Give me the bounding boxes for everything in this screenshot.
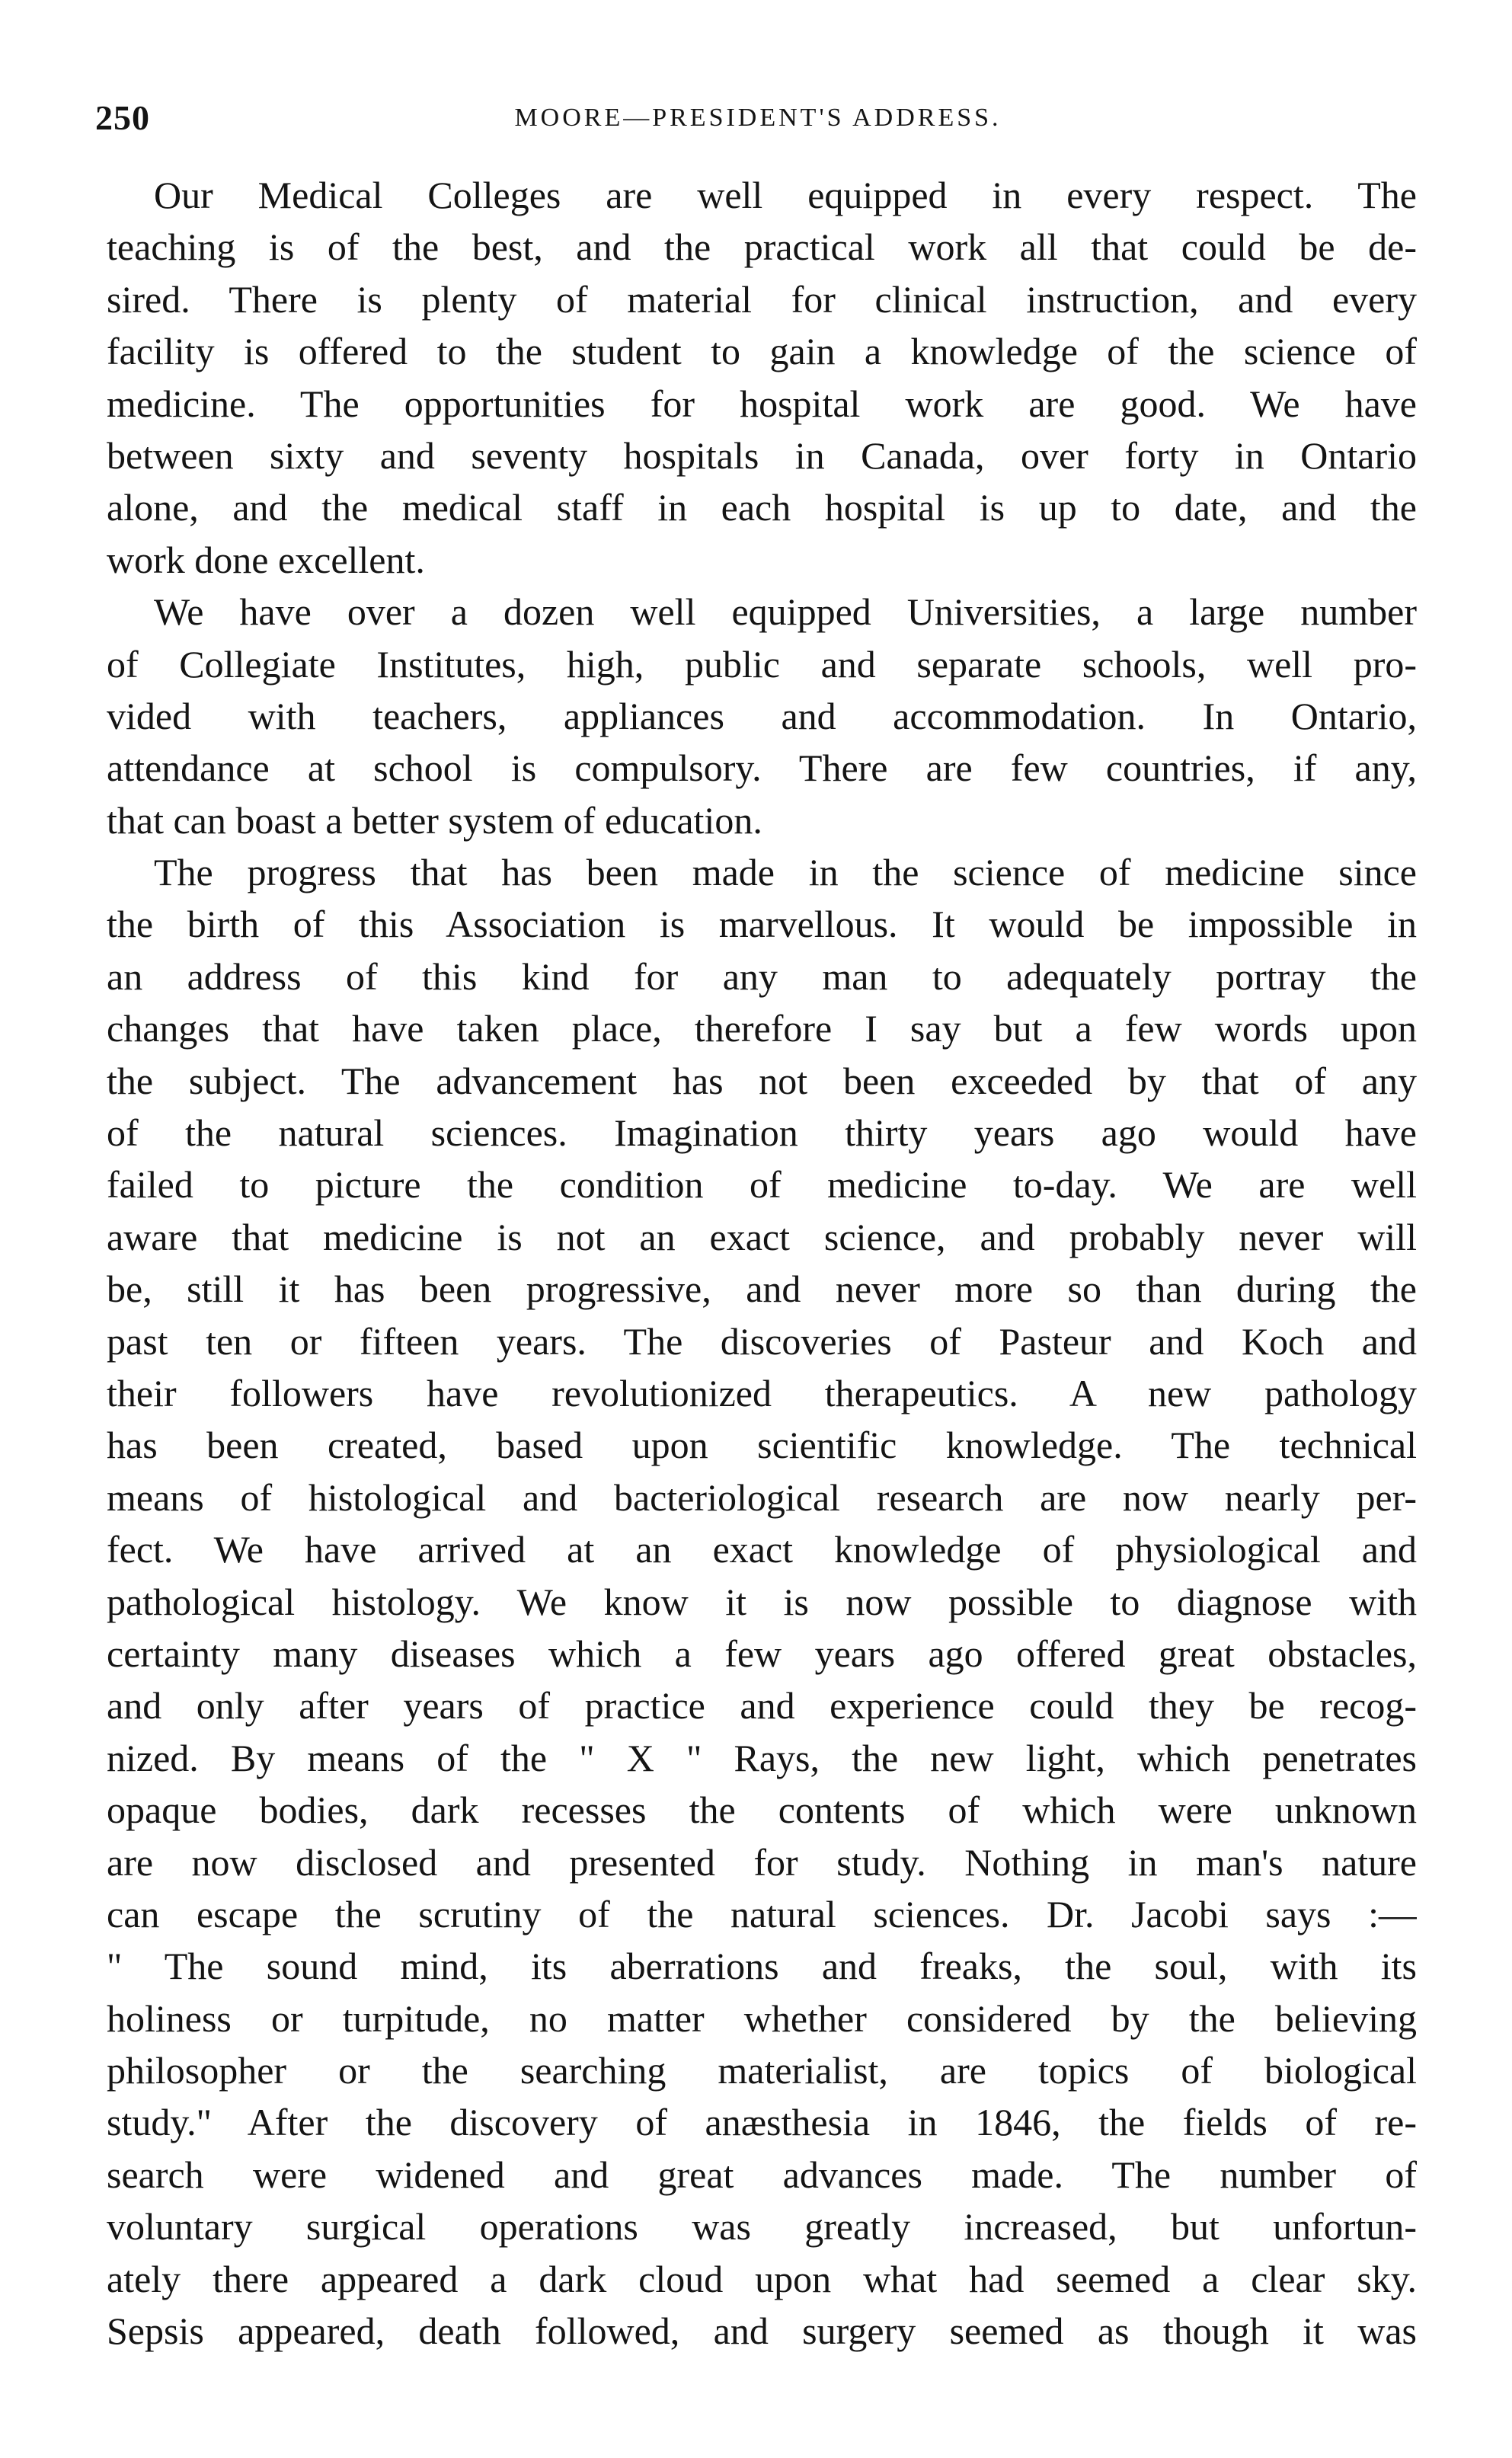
- text-line: work done excellent.: [107, 538, 425, 581]
- text-line: has been created, based upon scientific knowledge. The technical: [107, 1424, 1417, 1467]
- text-line: of the natural sciences. Imagination thirty years ago would have: [107, 1111, 1417, 1155]
- text-line: holiness or turpitude, no matter whether considered by the believing: [107, 1996, 1417, 2040]
- text-line: ately there appeared a dark cloud upon what had seemed a clear sky.: [107, 2257, 1417, 2300]
- text-line: certainty many diseases which a few years ago offered great obstacles,: [107, 1632, 1417, 1675]
- text-line: Sepsis appeared, death followed, and surgery seemed as though it was: [107, 2309, 1417, 2353]
- running-title: MOORE—PRESIDENT'S ADDRESS.: [514, 104, 1002, 132]
- text-line: between sixty and seventy hospitals in Canada, over forty in Ontario: [107, 433, 1417, 477]
- text-line: that can boast a better system of education.: [107, 798, 762, 842]
- text-line: sired. There is plenty of material for clinical instruction, and every: [107, 277, 1417, 321]
- text-line: opaque bodies, dark recesses the contents of which were unknown: [107, 1788, 1417, 1832]
- text-line: the birth of this Association is marvellous. It would be impossible in: [107, 903, 1417, 946]
- body-text: [107, 169, 1417, 2357]
- text-line: changes that have taken place, therefore I say but a few words upon: [107, 1007, 1417, 1050]
- text-line: alone, and the medical staff in each hospital is up to date, and the: [107, 486, 1417, 529]
- text-line: past ten or fifteen years. The discoveries of Pasteur and Koch and: [107, 1319, 1417, 1363]
- running-head: [95, 91, 1421, 145]
- text-line: aware that medicine is not an exact science, and probably never will: [107, 1215, 1417, 1258]
- text-line: The progress that has been made in the science of medicine since: [154, 851, 1417, 894]
- text-line: pathological histology. We know it is now possible to diagnose with: [107, 1580, 1417, 1623]
- text-line: and only after years of practice and experience could they be recog-: [107, 1684, 1417, 1728]
- text-line: study." After the discovery of anæsthesia in 1846, the fields of re-: [107, 2101, 1417, 2144]
- text-line: voluntary surgical operations was greatly increased, but unfortun-: [107, 2205, 1417, 2249]
- text-line: failed to picture the condition of medicine to-day. We are well: [107, 1163, 1417, 1207]
- text-line: philosopher or the searching materialist, are topics of biological: [107, 2049, 1417, 2092]
- text-line: means of histological and bacteriological research are now nearly per-: [107, 1475, 1417, 1519]
- text-line: search were widened and great advances made. The number of: [107, 2153, 1417, 2196]
- text-line: " The sound mind, its aberrations and freaks, the soul, with its: [107, 1945, 1417, 1988]
- text-line: vided with teachers, appliances and accommodation. In Ontario,: [107, 694, 1417, 737]
- text-line: nized. By means of the " X " Rays, the new light, which penetrates: [107, 1736, 1417, 1779]
- page-number: 250: [95, 98, 150, 137]
- text-line: are now disclosed and presented for study. Nothing in man's nature: [107, 1840, 1417, 1884]
- text-line: of Collegiate Institutes, high, public and separate schools, well pro-: [107, 642, 1417, 686]
- text-line: facility is offered to the student to gain a knowledge of the science of: [107, 330, 1417, 373]
- text-line: be, still it has been progressive, and never more so than during the: [107, 1267, 1417, 1311]
- text-line: can escape the scrutiny of the natural sciences. Dr. Jacobi says :—: [107, 1892, 1417, 1935]
- text-line: We have over a dozen well equipped Universities, a large number: [154, 590, 1417, 634]
- text-line: medicine. The opportunities for hospital work are good. We have: [107, 382, 1417, 425]
- text-line: Our Medical Colleges are well equipped in every respect. The: [154, 174, 1417, 216]
- text-line: their followers have revolutionized therapeutics. A new pathology: [107, 1371, 1417, 1414]
- text-line: fect. We have arrived at an exact knowledge of physiological and: [107, 1528, 1417, 1571]
- text-line: the subject. The advancement has not been exceeded by that of any: [107, 1059, 1417, 1102]
- text-line: an address of this kind for any man to adequately portray the: [107, 954, 1417, 998]
- text-line: attendance at school is compulsory. There are few countries, if any,: [107, 746, 1417, 790]
- text-line: teaching is of the best, and the practical work all that could be de-: [107, 225, 1417, 269]
